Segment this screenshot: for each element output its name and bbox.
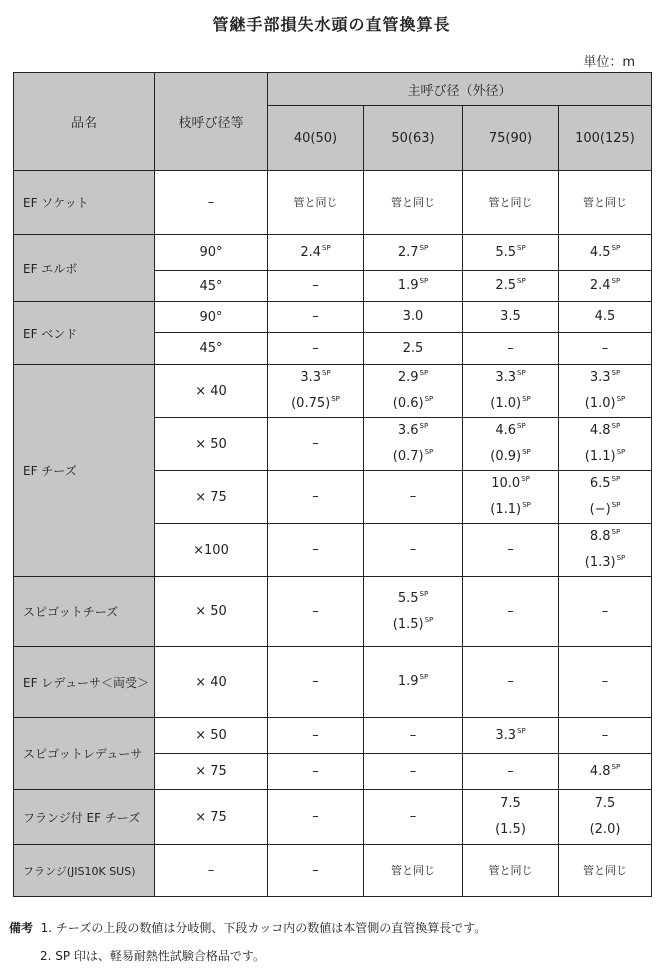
value-cell (559, 271, 652, 302)
branch-cell: × 75 (155, 471, 268, 524)
value-text (364, 484, 462, 510)
sp-mark: SP (521, 475, 530, 483)
sp-mark: SP (419, 277, 429, 285)
value-cell (463, 471, 559, 524)
value: – (601, 340, 609, 356)
value-text (463, 240, 558, 266)
value-text (463, 537, 558, 563)
notes (9, 914, 486, 970)
table-row (14, 718, 652, 754)
sp-mark: SP (419, 243, 429, 252)
value: – (601, 603, 609, 619)
value: – (312, 674, 319, 689)
value: – (507, 340, 514, 356)
sp-mark: SP (322, 369, 331, 377)
value: 1.9 (397, 674, 419, 689)
value-text (364, 273, 462, 299)
value-text (268, 804, 363, 830)
value-text (463, 471, 558, 497)
value: 3.3 (589, 370, 611, 385)
branch-cell: × 75 (155, 754, 268, 790)
branch-cell: – (155, 845, 268, 897)
value-cell (463, 418, 559, 471)
value: 7.5 (594, 796, 616, 811)
value: – (409, 763, 417, 779)
value: 2.5 (402, 340, 424, 356)
value: 4.8 (589, 763, 611, 779)
value-cell (559, 577, 652, 647)
value: – (312, 309, 319, 324)
value-cell (559, 418, 652, 471)
product-name-cell: EF レデューサ＜両受＞ (14, 647, 155, 718)
value-cell (559, 524, 652, 577)
value-cell (463, 845, 559, 897)
value-text (463, 444, 558, 470)
header-branch: 枝呼び径等 (155, 73, 268, 171)
value-text (463, 418, 558, 444)
table-row (14, 365, 652, 418)
value-cell (268, 235, 364, 271)
value-cell (268, 845, 364, 897)
branch-cell: × 40 (155, 647, 268, 718)
branch-cell: × 50 (155, 577, 268, 647)
value: (1.0) (490, 396, 522, 411)
sp-mark: SP (611, 475, 621, 483)
sp-mark: SP (611, 422, 621, 430)
header-name: 品名 (14, 73, 155, 171)
value-text (364, 669, 462, 695)
value: 6.5 (589, 476, 611, 491)
value: – (312, 727, 319, 743)
value-cell (463, 647, 559, 718)
sp-mark: SP (611, 501, 621, 509)
table-row (14, 790, 652, 845)
value-cell (463, 333, 559, 365)
value-text (268, 431, 363, 457)
value: (−) (589, 502, 611, 517)
value: 3.5 (500, 309, 521, 324)
sp-mark: SP (611, 277, 621, 285)
value-cell (268, 718, 364, 754)
value-cell (268, 790, 364, 845)
value: (0.9) (490, 449, 522, 464)
value: 4.5 (594, 309, 616, 324)
value-text (559, 365, 651, 391)
header-size: 75(90) (463, 106, 559, 171)
page-title: 管継手部損失水頭の直管換算長 (212, 15, 451, 34)
header-size: 50(63) (364, 106, 463, 171)
branch-cell: × 50 (155, 718, 268, 754)
value-cell (268, 271, 364, 302)
value-cell (463, 302, 559, 333)
value-text (463, 336, 558, 362)
value-text (268, 484, 363, 510)
value-cell (364, 333, 463, 365)
value: (1.3) (584, 555, 616, 570)
value-text (364, 586, 462, 612)
product-name-cell: EF ソケット (14, 171, 155, 235)
value-text (268, 759, 363, 785)
value-cell (463, 754, 559, 790)
value: 4.5 (589, 244, 611, 260)
value-text (268, 336, 363, 362)
sp-mark: SP (517, 422, 526, 430)
sp-mark: SP (522, 501, 531, 509)
value: – (312, 340, 319, 356)
value-cell (364, 471, 463, 524)
value-text (463, 497, 558, 523)
value-cell (268, 418, 364, 471)
value: 5.5 (397, 590, 419, 606)
value-cell (463, 524, 559, 577)
product-name-cell: フランジ(JIS10K SUS) (14, 845, 155, 897)
branch-cell: 90° (155, 235, 268, 271)
value: 2.7 (397, 244, 419, 260)
value-text (559, 524, 651, 550)
value-text (559, 599, 651, 625)
value: (0.7) (392, 449, 424, 464)
value-text (268, 190, 363, 216)
value: – (312, 763, 319, 779)
value: 管と同じ (488, 863, 533, 877)
product-name-cell: EF エルボ (14, 235, 155, 302)
sp-mark: SP (522, 395, 531, 403)
value-text (559, 336, 651, 362)
value: (1.1) (490, 502, 522, 517)
value-cell (364, 647, 463, 718)
unit-label: 単位：m (583, 55, 635, 70)
value-text (463, 599, 558, 625)
value-cell (559, 754, 652, 790)
header-size: 100(125) (559, 106, 652, 171)
value-text (559, 190, 651, 216)
value-cell (559, 171, 652, 235)
value: – (507, 763, 514, 779)
value: – (409, 727, 417, 743)
value-cell (559, 718, 652, 754)
value: 管と同じ (391, 195, 435, 209)
value: (0.6) (392, 396, 424, 411)
value-text (463, 273, 558, 299)
value-cell (559, 302, 652, 333)
value: 3.3 (495, 727, 516, 743)
value-text (364, 759, 462, 785)
value: 7.5 (500, 796, 521, 811)
value-text (364, 723, 462, 749)
value-text (364, 444, 462, 470)
value-text (268, 669, 363, 695)
value-cell (268, 365, 364, 418)
table-row (14, 577, 652, 647)
value: 2.5 (495, 278, 516, 293)
value-text (268, 858, 363, 884)
sp-mark: SP (424, 615, 434, 624)
value: 管と同じ (488, 195, 533, 209)
value: – (312, 542, 319, 557)
value: – (409, 809, 417, 824)
value-text (268, 599, 363, 625)
value-text (364, 336, 462, 362)
value: 管と同じ (293, 195, 338, 209)
value: (1.5) (392, 616, 424, 632)
value-text (268, 365, 363, 391)
value-text (268, 391, 363, 417)
branch-cell: 90° (155, 302, 268, 333)
value-text (559, 669, 651, 695)
value: 管と同じ (583, 863, 627, 877)
value: 2.9 (397, 370, 419, 385)
table-row (14, 845, 652, 897)
sp-mark: SP (424, 448, 434, 456)
value-cell (268, 471, 364, 524)
value-text (559, 817, 651, 843)
value-cell (268, 333, 364, 365)
value-cell (364, 845, 463, 897)
value: – (312, 862, 319, 878)
sp-mark: SP (322, 243, 331, 252)
value-cell (463, 790, 559, 845)
value: 8.8 (589, 529, 611, 544)
value-cell (463, 271, 559, 302)
sp-mark: SP (419, 673, 429, 681)
value-text (559, 471, 651, 497)
value-cell (463, 235, 559, 271)
sp-mark: SP (522, 448, 531, 456)
value-text (559, 791, 651, 817)
sp-mark: SP (611, 369, 621, 377)
value-cell (364, 302, 463, 333)
value: 5.5 (495, 244, 516, 260)
value-text (463, 723, 558, 749)
value-text (463, 791, 558, 817)
note-1 (9, 914, 486, 942)
value-cell (268, 302, 364, 333)
note-text: 1. チーズの上段の数値は分岐側、下段カッコ内の数値は本管側の直管換算長です。 (40, 921, 487, 935)
value-text (364, 190, 462, 216)
value-text (364, 804, 462, 830)
value-text (463, 391, 558, 417)
value-cell (364, 171, 463, 235)
value-cell (364, 790, 463, 845)
sp-mark: SP (616, 448, 626, 456)
value-text (559, 497, 651, 523)
value-cell (364, 524, 463, 577)
value-text (364, 391, 462, 417)
value: – (507, 542, 514, 557)
value-text (559, 858, 651, 884)
value: 2.4 (589, 278, 611, 293)
value-cell (364, 271, 463, 302)
value: 3.3 (300, 370, 321, 385)
value-text (268, 723, 363, 749)
branch-cell: × 40 (155, 365, 268, 418)
value: – (312, 436, 319, 451)
value: – (409, 542, 417, 557)
value-text (463, 759, 558, 785)
value-text (559, 444, 651, 470)
product-name-cell: EF ベンド (14, 302, 155, 365)
value-cell (463, 171, 559, 235)
value-text (463, 817, 558, 843)
header-size: 40(50) (268, 106, 364, 171)
table-row (14, 647, 652, 718)
value-cell (559, 845, 652, 897)
value-cell (268, 754, 364, 790)
value-text (559, 273, 651, 299)
table-body (14, 171, 652, 897)
value: 10.0 (491, 476, 521, 491)
value-cell (463, 718, 559, 754)
table-row (14, 302, 652, 333)
value-text (463, 858, 558, 884)
value: (1.0) (584, 396, 616, 411)
value-cell (463, 365, 559, 418)
sp-mark: SP (419, 369, 429, 377)
sp-mark: SP (517, 726, 526, 735)
sp-mark: SP (517, 277, 526, 285)
product-name-cell: フランジ付 EF チーズ (14, 790, 155, 845)
product-name-cell: EF チーズ (14, 365, 155, 577)
value-text (364, 537, 462, 563)
note-2: 2. SP 印は、軽易耐熱性試験合格品です。 (40, 949, 265, 963)
value-cell (559, 365, 652, 418)
value-cell (559, 235, 652, 271)
value: 3.6 (397, 423, 419, 438)
product-name-cell: スピゴットレデューサ (14, 718, 155, 790)
value-text (364, 365, 462, 391)
value-text (268, 304, 363, 330)
value: (0.75) (291, 396, 331, 411)
value-text (463, 304, 558, 330)
value: – (507, 603, 514, 619)
value-cell (559, 471, 652, 524)
value-text (268, 240, 363, 266)
value-cell (559, 790, 652, 845)
sp-mark: SP (611, 243, 621, 252)
value-text (364, 612, 462, 638)
branch-cell: × 75 (155, 790, 268, 845)
value-cell (463, 577, 559, 647)
value-text (463, 669, 558, 695)
sp-mark: SP (419, 589, 429, 598)
notes-label: 備考 (9, 921, 34, 935)
value-text (268, 537, 363, 563)
product-name-cell: スピゴットチーズ (14, 577, 155, 647)
value-text (364, 418, 462, 444)
value: – (601, 674, 609, 689)
value-text (364, 240, 462, 266)
value-text (463, 365, 558, 391)
sp-mark: SP (331, 395, 340, 403)
sp-mark: SP (517, 243, 526, 252)
branch-cell: 45° (155, 271, 268, 302)
value-cell (268, 524, 364, 577)
value-cell (268, 171, 364, 235)
value-text (364, 858, 462, 884)
value: – (601, 727, 609, 743)
branch-cell: ×100 (155, 524, 268, 577)
value-cell (364, 365, 463, 418)
sp-mark: SP (517, 369, 526, 377)
value: – (409, 489, 417, 504)
sp-mark: SP (419, 422, 429, 430)
value-text (559, 723, 651, 749)
value: 4.8 (589, 423, 611, 438)
sp-mark: SP (616, 554, 626, 562)
value-cell (364, 418, 463, 471)
value: (2.0) (589, 822, 621, 837)
value-cell (559, 333, 652, 365)
header-main: 主呼び径（外径） (268, 73, 652, 106)
value-text (559, 418, 651, 444)
value: 3.3 (495, 370, 516, 385)
value: 4.6 (495, 423, 516, 438)
value-cell (268, 577, 364, 647)
table-row (14, 171, 652, 235)
value: (1.1) (584, 449, 616, 464)
table-row (14, 235, 652, 271)
sp-mark: SP (611, 528, 621, 536)
value: – (312, 603, 319, 619)
value: 1.9 (397, 278, 419, 293)
value-text (463, 190, 558, 216)
value-text (559, 304, 651, 330)
value-cell (364, 718, 463, 754)
branch-cell: × 50 (155, 418, 268, 471)
value-cell (364, 577, 463, 647)
value: (1.5) (495, 822, 526, 837)
sp-mark: SP (424, 395, 434, 403)
value: – (507, 674, 514, 689)
value: 2.4 (300, 244, 321, 260)
sp-mark: SP (611, 762, 621, 771)
value-cell (364, 754, 463, 790)
value-text (559, 240, 651, 266)
value-text (559, 391, 651, 417)
branch-cell: 45° (155, 333, 268, 365)
value-cell (268, 647, 364, 718)
value: – (312, 278, 319, 293)
value-text (364, 304, 462, 330)
conversion-table (13, 72, 652, 897)
value-text (268, 273, 363, 299)
value-cell (559, 647, 652, 718)
value: 管と同じ (391, 863, 435, 877)
value: – (312, 489, 319, 504)
value-text (559, 550, 651, 576)
value: – (312, 809, 319, 824)
value: 3.0 (402, 309, 424, 324)
value: 管と同じ (583, 195, 627, 209)
branch-cell: – (155, 171, 268, 235)
sp-mark: SP (616, 395, 626, 403)
value-cell (364, 235, 463, 271)
value-text (559, 759, 651, 785)
